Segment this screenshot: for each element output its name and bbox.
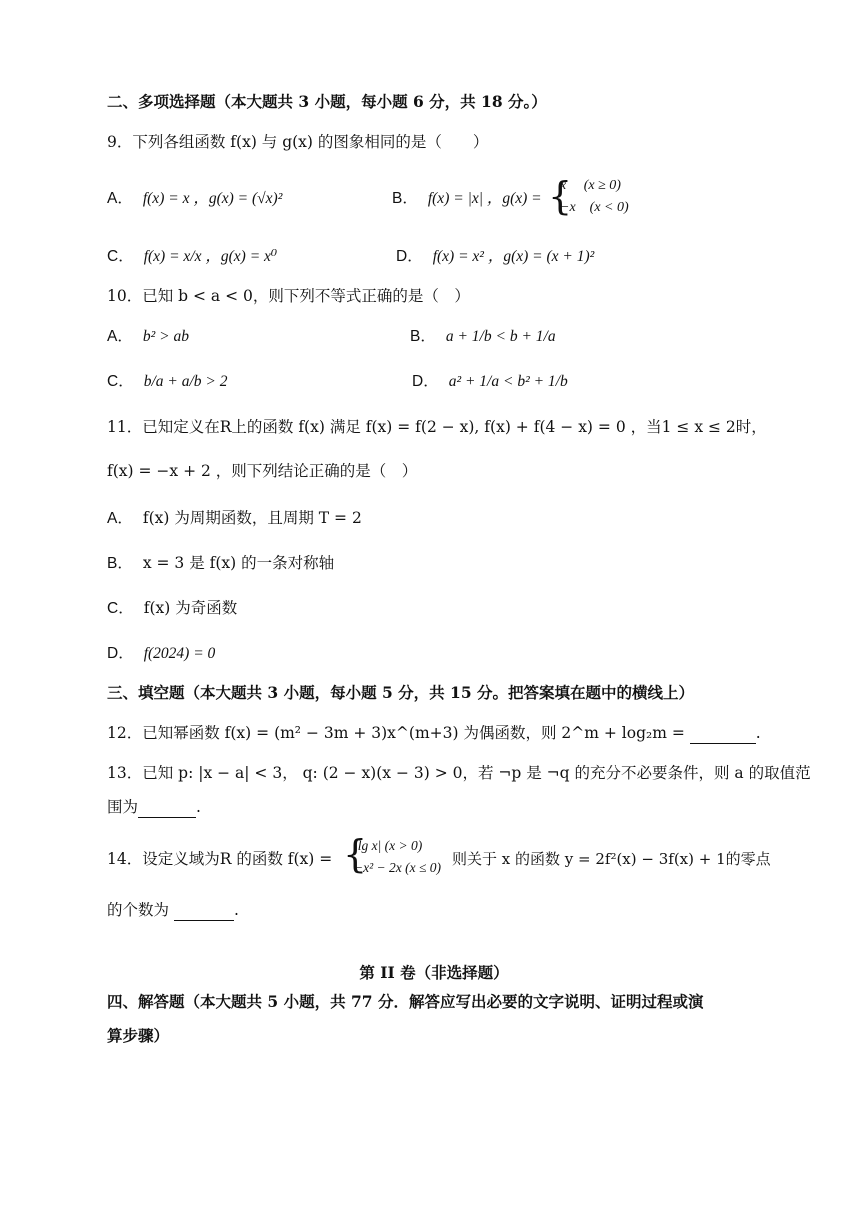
option-text: f(x) 为周期函数，且周期 T = 2 <box>142 509 362 527</box>
question-14-line-2 <box>107 899 239 921</box>
q10-option-b <box>410 325 556 348</box>
question-13-stem-line-2: 围为 <box>107 798 139 816</box>
section-heading-fill-in: 三、填空题（本大题共 3 小题，每小题 5 分，共 15 分。把答案填在题中的横线上） <box>107 683 695 702</box>
option-label: B． <box>107 555 133 572</box>
section-heading-answers-line-1: 四、解答题（本大题共 5 小题，共 77 分．解答应写出必要的文字说明、证明过程或演 <box>107 992 704 1011</box>
question-14-tail: 则关于 x 的函数 y = 2f²(x) − 3f(x) + 1的零点 <box>452 850 771 868</box>
question-10-stem: 10．已知 b < a < 0，则下列不等式正确的是（ ） <box>107 287 470 305</box>
piecewise-brace: { <box>548 174 573 218</box>
piecewise-brace: { <box>343 832 368 876</box>
question-11-stem-line-2: f(x) = −x + 2 ，则下列结论正确的是（ ） <box>107 462 418 480</box>
option-text: f(x) = |x| ，g(x) = <box>427 190 542 207</box>
option-label: A． <box>107 190 133 207</box>
q11-option-a <box>107 507 362 530</box>
question-13-end: . <box>196 798 201 816</box>
option-label: D． <box>396 248 423 265</box>
answer-blank[interactable] <box>174 904 234 921</box>
option-text: b² > ab <box>142 328 189 345</box>
question-11-stem-line-1: 11．已知定义在R上的函数 f(x) 满足 f(x) = f(2 − x), f(x) + f(4 − x) = 0 ，当1 ≤ x ≤ 2时， <box>107 418 767 436</box>
option-text: b/a + a/b > 2 <box>143 373 228 390</box>
q14-case-2: −x² − 2x (x ≤ 0) <box>354 860 442 875</box>
option-text: f(x) 为奇函数 <box>143 599 238 617</box>
part-2-title: 第 II 卷（非选择题） <box>359 963 509 982</box>
answer-blank[interactable] <box>690 727 756 744</box>
q9-b-case-2: −x (x < 0) <box>560 200 629 215</box>
q11-option-c <box>107 597 237 620</box>
question-14-stem-line-2: 的个数为 <box>107 901 170 919</box>
option-text: x = 3 是 f(x) 的一条对称轴 <box>142 554 335 572</box>
option-label: B． <box>410 328 436 345</box>
q11-option-b <box>107 552 334 575</box>
question-12-stem: 12．已知幂函数 f(x) = (m² − 3m + 3)x^(m+3) 为偶函数，则 2^m + log₂m = <box>107 724 685 742</box>
question-13-stem-line-1: 13．已知 p: |x − a| < 3， q: (2 − x)(x − 3) > 0，若 ¬p 是 ¬q 的充分不必要条件，则 a 的取值范 <box>107 764 811 782</box>
q14-case-1: |lg x| (x > 0) <box>354 838 423 853</box>
option-text: f(x) = x ，g(x) = (√x)² <box>142 190 283 207</box>
answer-blank[interactable] <box>138 801 196 818</box>
q10-option-a <box>107 325 189 348</box>
question-12-end: . <box>755 724 761 742</box>
q10-option-d <box>412 370 568 393</box>
question-9-stem: 9．下列各组函数 f(x) 与 g(x) 的图象相同的是（ ） <box>107 133 489 151</box>
q9-option-c <box>107 245 277 268</box>
question-14-end: . <box>233 901 239 919</box>
section-heading-answers-line-2: 算步骤） <box>107 1026 170 1045</box>
q11-option-d <box>107 642 215 665</box>
option-label: A． <box>107 328 133 345</box>
option-label: D． <box>107 645 134 662</box>
question-13-line-2 <box>107 796 201 818</box>
q9-option-d <box>396 245 594 268</box>
q9-option-a <box>107 187 282 210</box>
q9-b-case-1: x (x ≥ 0) <box>560 178 621 193</box>
option-text: f(x) = x² ，g(x) = (x + 1)² <box>432 248 595 265</box>
question-14-lead: 14．设定义域为R 的函数 f(x) = <box>107 850 333 868</box>
question-12 <box>107 722 761 744</box>
option-text: a² + 1/a < b² + 1/b <box>448 373 568 390</box>
option-label: C． <box>107 248 134 265</box>
option-label: C． <box>107 600 134 617</box>
option-text: f(x) = x/x ，g(x) = x⁰ <box>143 248 278 265</box>
option-text: a + 1/b < b + 1/a <box>445 328 556 345</box>
option-label: A． <box>107 510 133 527</box>
option-label: B． <box>392 190 418 207</box>
option-label: D． <box>412 373 439 390</box>
q10-option-c <box>107 370 228 393</box>
option-text: f(2024) = 0 <box>143 645 216 662</box>
q9-option-b <box>392 187 542 210</box>
option-label: C． <box>107 373 134 390</box>
section-heading-multiple-choice: 二、多项选择题（本大题共 3 小题，每小题 6 分，共 18 分。） <box>107 92 547 111</box>
